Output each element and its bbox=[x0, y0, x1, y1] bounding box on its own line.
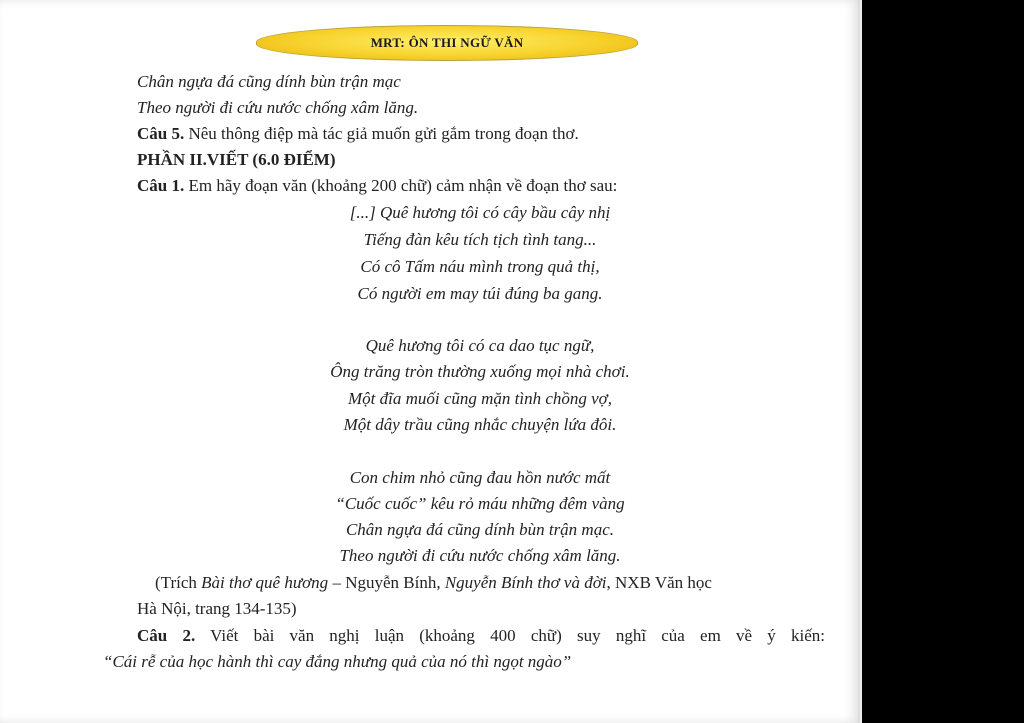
poem-line: Một dây trầu cũng nhắc chuyện lứa đôi. bbox=[343, 415, 617, 434]
poem-line: “Cuốc cuốc” kêu rỏ máu những đêm vàng bbox=[335, 494, 625, 513]
poem-line: Chân ngựa đá cũng dính bùn trận mạc bbox=[137, 72, 401, 91]
poem-line: Theo người đi cứu nước chống xâm lăng. bbox=[339, 546, 621, 565]
question-text: Nêu thông điệp mà tác giả muốn gửi gắm trong đoạn thơ. bbox=[188, 124, 579, 143]
citation bbox=[155, 573, 712, 593]
question-label: Câu 1. bbox=[137, 176, 185, 195]
poem-line: Quê hương tôi có ca dao tục ngữ, bbox=[365, 336, 595, 355]
question-label: Câu 5. bbox=[137, 124, 185, 143]
poem-line: [...] Quê hương tôi có cây bầu cây nhị bbox=[349, 203, 611, 222]
section-heading: PHẦN II.VIẾT (6.0 ĐIỂM) bbox=[137, 150, 336, 169]
poem-line: Có người em may túi đúng ba gang. bbox=[357, 284, 603, 303]
question-5 bbox=[137, 124, 579, 144]
question-text: Viết bài văn nghị luận (khoảng 400 chữ) suy nghĩ của em về ý kiến: bbox=[210, 626, 825, 645]
citation-sep: – Nguyễn Bính, bbox=[328, 573, 445, 592]
poem-line: Có cô Tấm náu mình trong quả thị, bbox=[360, 257, 600, 276]
banner-text: MRT: ÔN THI NGỮ VĂN bbox=[370, 35, 524, 50]
poem-line: Con chim nhỏ cũng đau hồn nước mất bbox=[349, 468, 611, 487]
citation-line-2: Hà Nội, trang 134-135) bbox=[137, 599, 297, 618]
question-text: Em hãy đoạn văn (khoảng 200 chữ) cảm nhận về đoạn thơ sau: bbox=[188, 176, 618, 195]
poem-line: Chân ngựa đá cũng dính bùn trận mạc. bbox=[345, 520, 615, 539]
question-2 bbox=[137, 626, 825, 646]
citation-work: Bài thơ quê hương bbox=[201, 573, 329, 592]
quote: “Cái rễ của học hành thì cay đắng nhưng quả của nó thì ngọt ngào” bbox=[103, 652, 572, 671]
poem-line: Theo người đi cứu nước chống xâm lăng. bbox=[137, 98, 419, 117]
citation-rest: , NXB Văn học bbox=[606, 573, 712, 592]
poem-line: Ông trăng tròn thường xuống mọi nhà chơi. bbox=[330, 362, 630, 381]
citation-book: Nguyễn Bính thơ và đời bbox=[444, 573, 607, 592]
question-label: Câu 2. bbox=[137, 626, 196, 645]
question-1 bbox=[137, 176, 617, 196]
poem-line: Một đĩa muối cũng mặn tình chồng vợ, bbox=[347, 389, 613, 408]
poem-line: Tiếng đàn kêu tích tịch tình tang... bbox=[363, 230, 597, 249]
citation-open: (Trích bbox=[155, 573, 202, 592]
